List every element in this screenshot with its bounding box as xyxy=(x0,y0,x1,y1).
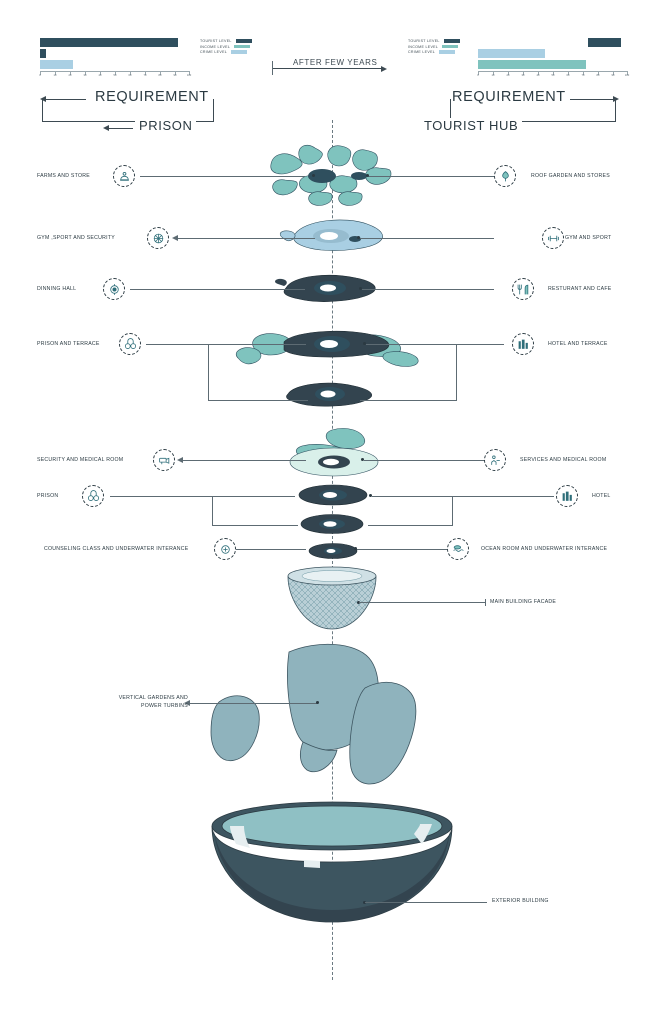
label-counseling-class: COUNSELING CLASS AND UNDERWATER INTERANCE xyxy=(44,546,189,552)
legend-item xyxy=(408,50,460,54)
legend-item xyxy=(200,39,252,43)
leader-dot xyxy=(316,701,319,704)
label-gym-and-sport: GYM AND SPORT xyxy=(565,235,612,241)
legend-swatch xyxy=(442,45,458,49)
leader-line xyxy=(180,460,306,461)
right-subtitle: TOURIST HUB xyxy=(420,118,522,133)
chart-prison xyxy=(40,38,190,80)
left-subtitle: PRISON xyxy=(135,118,196,133)
service-icon[interactable] xyxy=(484,449,506,471)
leader-line xyxy=(372,496,554,497)
restaurant-icon[interactable] xyxy=(512,278,534,300)
leader-dot xyxy=(363,342,366,345)
hotel-icon[interactable] xyxy=(556,485,578,507)
bar-income xyxy=(478,49,545,58)
leader-dot xyxy=(361,458,364,461)
level-hotel-shape xyxy=(295,483,371,509)
right-requirement-title: REQUIREMENT xyxy=(452,89,566,105)
label-resturant-and-cafe: RESTURANT AND CAFE xyxy=(548,286,612,292)
leader-line xyxy=(365,902,487,903)
chart-axis: 0 10 20 30 40 50 60 70 80 90 100 xyxy=(40,71,190,80)
timeline-start-tick xyxy=(272,61,273,75)
label-hotel-and-terrace: HOTEL AND TERRACE xyxy=(548,341,608,347)
label-roof-garden-and-stores: ROOF GARDEN AND STORES xyxy=(531,173,610,179)
bar-income xyxy=(40,60,73,69)
label-security-medical-room: SECURITY AND MEDICAL ROOM xyxy=(37,457,124,463)
leader-dot xyxy=(359,287,362,290)
leader-dot xyxy=(354,547,357,550)
legend-swatch xyxy=(231,50,247,54)
left-sub-arrow-head xyxy=(103,125,109,131)
bar-row xyxy=(40,49,190,58)
level-hotel-shape-2 xyxy=(298,512,368,538)
legend-swatch xyxy=(439,50,455,54)
level-ocean-room-shape xyxy=(305,541,361,563)
bar-row xyxy=(40,38,190,47)
leader-tick xyxy=(485,599,486,606)
group-bracket-left-2 xyxy=(212,496,213,526)
leader-line xyxy=(140,176,305,177)
leader-arrow xyxy=(172,235,178,241)
vertical-gardens-shape xyxy=(205,640,455,790)
group-bracket-right-2 xyxy=(452,496,453,526)
group-bracket-right xyxy=(456,344,457,401)
legend-label: INCOME LEVEL xyxy=(408,44,439,49)
legend-label: TOURIST LEVEL xyxy=(200,39,232,43)
leader-line xyxy=(366,344,504,345)
bar-row xyxy=(40,60,190,69)
ocean-icon[interactable] xyxy=(447,538,469,560)
bar-row xyxy=(478,60,628,69)
legend-left xyxy=(200,39,252,56)
counseling-icon[interactable] xyxy=(214,538,236,560)
label-exterior-building: EXTERIOR BUILDING xyxy=(492,898,549,904)
left-requirement-title: REQUIREMENT xyxy=(95,89,209,105)
leader-line xyxy=(175,238,315,239)
label-prison-and-terrace: PRISON AND TERRACE xyxy=(37,341,100,347)
group-bracket-bottom-left-2 xyxy=(212,525,298,526)
handcuffs-icon[interactable] xyxy=(119,333,141,355)
leader-line xyxy=(364,460,486,461)
label-ocean-room: OCEAN ROOM AND UNDERWATER INTERANCE xyxy=(481,546,608,552)
leader-line xyxy=(146,344,306,345)
leader-dot xyxy=(312,174,315,177)
leader-line xyxy=(130,289,305,290)
label-hotel: HOTEL xyxy=(592,493,611,499)
level-services-shape xyxy=(272,424,402,484)
bar-row xyxy=(478,49,628,58)
level-prison-terrace-shape xyxy=(228,318,428,374)
legend-swatch xyxy=(444,39,460,43)
legend-item xyxy=(200,50,252,54)
farm-icon[interactable] xyxy=(113,165,135,187)
label-farms-and-store: FARMS AND STORE xyxy=(37,173,90,179)
leader-line xyxy=(110,496,295,497)
legend-label: INCOME LEVEL xyxy=(200,44,231,49)
group-bracket-bottom-right xyxy=(360,400,456,401)
dining-icon[interactable] xyxy=(103,278,125,300)
level-prison-slab-shape xyxy=(278,376,388,412)
left-sub-arrow-line xyxy=(105,128,133,129)
bar-crime xyxy=(40,38,178,47)
group-bracket-bottom-left xyxy=(208,400,308,401)
timeline-arrow-line xyxy=(272,68,382,69)
leader-line xyxy=(362,289,494,290)
gym-security-icon[interactable] xyxy=(147,227,169,249)
level-gym-shape xyxy=(275,212,395,260)
bar-crime xyxy=(478,60,586,69)
legend-item xyxy=(200,45,252,49)
bar-row xyxy=(478,38,628,47)
group-bracket-bottom-right-2 xyxy=(368,525,452,526)
hotel-icon[interactable] xyxy=(512,333,534,355)
label-gym-sport-security: GYM ,SPORT AND SECURITY xyxy=(37,235,115,241)
chart-tourist-hub xyxy=(478,38,628,80)
legend-label: CRIME LEVEL xyxy=(408,50,436,54)
legend-label: CRIME LEVEL xyxy=(200,50,228,54)
bar-tourist xyxy=(588,38,621,47)
label-main-building-facade: MAIN BUILDING FACADE xyxy=(490,599,557,605)
group-bracket-left xyxy=(208,344,209,401)
main-building-facade-shape xyxy=(284,563,380,635)
leader-dot xyxy=(366,174,369,177)
exterior-building-shape xyxy=(208,800,456,932)
legend-right xyxy=(408,39,460,56)
leader-dot xyxy=(357,236,360,239)
bar-tourist xyxy=(40,49,46,58)
leader-arrow xyxy=(177,457,183,463)
leader-line xyxy=(368,176,494,177)
legend-item xyxy=(408,39,460,43)
legend-swatch xyxy=(236,39,252,43)
label-services-medical-room: SERVICES AND MEDICAL ROOM xyxy=(520,457,607,463)
legend-item xyxy=(408,45,460,49)
leader-line xyxy=(188,703,318,704)
timeline-arrow-head xyxy=(381,66,387,72)
level-dining-shape xyxy=(272,266,392,308)
camera-icon[interactable] xyxy=(153,449,175,471)
legend-label: TOURIST LEVEL xyxy=(408,39,440,43)
level-roof-garden-shape xyxy=(255,140,415,210)
leader-line xyxy=(357,549,447,550)
label-dinning-hall: DINNING HALL xyxy=(37,286,77,292)
label-vertical-gardens xyxy=(60,694,188,710)
label-prison: PRISON xyxy=(37,493,59,499)
after-few-years-label: AFTER FEW YEARS xyxy=(293,58,378,67)
handcuffs-icon[interactable] xyxy=(82,485,104,507)
leader-line xyxy=(359,602,485,603)
label-vertical-gardens-line2: POWER TURBINS xyxy=(141,703,188,709)
leader-line xyxy=(360,238,494,239)
chart-axis: 0 10 20 30 40 50 60 70 80 90 100 xyxy=(478,71,628,80)
label-vertical-gardens-line1: VERTICAL GARDENS AND xyxy=(118,695,188,701)
legend-swatch xyxy=(234,45,250,49)
leader-dot xyxy=(369,494,372,497)
dumbbell-icon[interactable] xyxy=(542,227,564,249)
tree-icon[interactable] xyxy=(494,165,516,187)
